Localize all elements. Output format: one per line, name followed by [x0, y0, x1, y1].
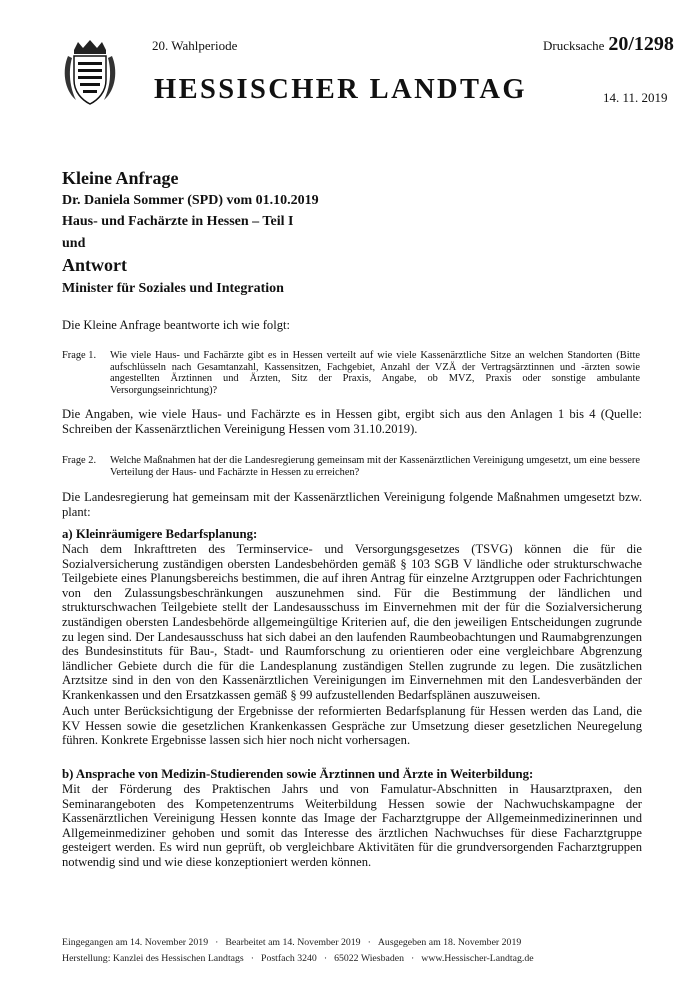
- drucksache-label: Drucksache: [543, 38, 605, 53]
- question-1: [62, 350, 642, 400]
- wahlperiode: 20. Wahlperiode: [152, 38, 238, 53]
- section-b-paragraph-1: Mit der Förderung des Praktischen Jahrs und von Famulatur-Abschnitten in Hausarztpraxen, den Seminarangeboten des Kompetenzentrums Weiterbildung Hessen sowie der Nachwuchskampagne der Kassenärztlichen Vereinigung Hessen konnte das Image der Facharztgruppe der Allgemeinmedizinerinnen und Allgemeinmediziner gehoben und somit das Interesse des ärztlichen Nachwuchses für diese Facharztgruppe gesteigert werden. Es wird nun geprüft, ob vergleichbare Aktivitäten für die grundversorgenden Facharztgruppen notwendig sind und wie diese konzeptioniert werden können.: [62, 782, 642, 869]
- section-a-paragraph-2: Auch unter Berücksichtigung der Ergebnisse der reformierten Bedarfsplanung für Hessen werden das Land, die KV Hessen sowie die gesetzlichen Krankenkassen Gespräche zur Umsetzung dieser gesetzlichen Neuregelung führen. Konkrete Ergebnisse lassen sich hier noch nicht vorhersagen.: [62, 704, 642, 748]
- und-line: und: [62, 236, 86, 251]
- document-date: 14. 11. 2019: [603, 90, 668, 105]
- footer-issued: Ausgegeben am 18. November 2019: [377, 937, 522, 948]
- hessen-coat-of-arms-icon: [62, 40, 118, 106]
- section-a-paragraph-1: Nach dem Inkrafttreten des Terminservice- und Versorgungsgesetzes (TSVG) können die für die Sozialversicherung zuständigen obersten Landesbehörden gemäß § 103 SGB V ländliche oder strukturschwache Teilgebiete eines Planungsbereichs bestimmen, die auf ihren Antrag für einzelne Arztgruppen oder Fachrichtungen von den Zulassungsbeschränkungen auszunehmen sind. Für die Bestimmung der ländlichen und strukturschwachen Teilgebiete stellt der Landesausschuss im Einvernehmen mit der für die Sozialversicherung zuständigen obersten Landesbehörde allgemeingültige Kriterien auf, die den jeweiligen Entscheidungen zugrunde zu legen sind. Der Landesausschuss hat sich dabei an den laufenden Raumbeobachtungen und Raumabgrenzungen des Bundesinstituts für Bau-, Stadt- und Raumforschung zu orientieren oder eine vergleichbare Abgrenzung ländlicher Gebiete durch die für die Landesplanung zuständigen Stellen zugrunde zu legen. Die zusätzlichen Arztsitze sind in den von den Kassenärztlichen Vereinigungen im Einvernehmen mit den Landesverbänden der Krankenkassen und den Ersatzkassen gemäß § 99 aufzustellenden Bedarfsplänen auszuweisen.: [62, 542, 642, 702]
- drucksache-number: [543, 33, 674, 56]
- question-text: Wie viele Haus- und Fachärzte gibt es in Hessen verteilt auf wie viele Kassenärztliche Sitze an welchen Standorten (Bitte aufschlüsseln nach Gesamtanzahl, Kassensitzen, Fachgebiet, Anzahl der VZÄ der Vertragsärztinnen und -ärzten sowie angestellten Ärztinnen und Ärzten, Sitz der Praxis, Angabe, ob MVZ, Praxis oder sonstige ambulante Versorgungseinrichtung)?: [110, 350, 640, 396]
- answer-2: Die Landesregierung hat gemeinsam mit der Kassenärztlichen Vereinigung folgende Maßnahmen umgesetzt bzw. plant:: [62, 490, 642, 519]
- footer-producer: Herstellung: Kanzlei des Hessischen Landtags: [62, 953, 244, 964]
- footer-publisher: [62, 953, 534, 964]
- question-text: Welche Maßnahmen hat der die Landesregierung gemeinsam mit der Kassenärztlichen Vereinigung umgesetzt, um eine bessere Verteilung der Haus- und Fachärzte in Hessen zu erreichen?: [110, 455, 640, 478]
- footer-received: Eingegangen am 14. November 2019: [62, 937, 209, 948]
- intro-text: Die Kleine Anfrage beantworte ich wie folgt:: [62, 318, 291, 332]
- author-line: Dr. Daniela Sommer (SPD) vom 01.10.2019: [62, 193, 319, 208]
- section-heading-b: b) Ansprache von Medizin-Studierenden sowie Ärztinnen und Ärzte in Weiterbildung:: [62, 767, 534, 781]
- footer-postbox: Postfach 3240: [261, 953, 317, 964]
- footer-separator: ·: [323, 953, 328, 964]
- document-type: Kleine Anfrage: [62, 168, 179, 188]
- drucksache-value: 20/1298: [608, 33, 674, 55]
- footer-separator: ·: [367, 937, 371, 948]
- footer-separator: ·: [250, 953, 255, 964]
- footer-city: 65022 Wiesbaden: [334, 953, 404, 964]
- footer-separator: ·: [215, 937, 219, 948]
- answer-1: Die Angaben, wie viele Haus- und Fachärzte es in Hessen gibt, ergibt sich aus den Anlagen 1 bis 4 (Quelle: Schreiben der Kassenärztlichen Vereinigung Hessen vom 31.10.2019).: [62, 407, 642, 436]
- question-label: Frage 2.: [62, 455, 97, 466]
- question-2: [62, 455, 642, 481]
- footer-dates: [62, 937, 521, 948]
- parliament-title: HESSISCHER LANDTAG: [154, 74, 527, 105]
- footer-processed: Bearbeitet am 14. November 2019: [225, 937, 361, 948]
- minister-line: Minister für Soziales und Integration: [62, 281, 284, 296]
- section-heading-a: a) Kleinräumigere Bedarfsplanung:: [62, 527, 258, 541]
- question-label: Frage 1.: [62, 350, 97, 361]
- answer-heading: Antwort: [62, 255, 127, 275]
- footer-website: www.Hessischer-Landtag.de: [421, 953, 534, 964]
- subject-line: Haus- und Fachärzte in Hessen – Teil I: [62, 214, 294, 229]
- footer-separator: ·: [410, 953, 415, 964]
